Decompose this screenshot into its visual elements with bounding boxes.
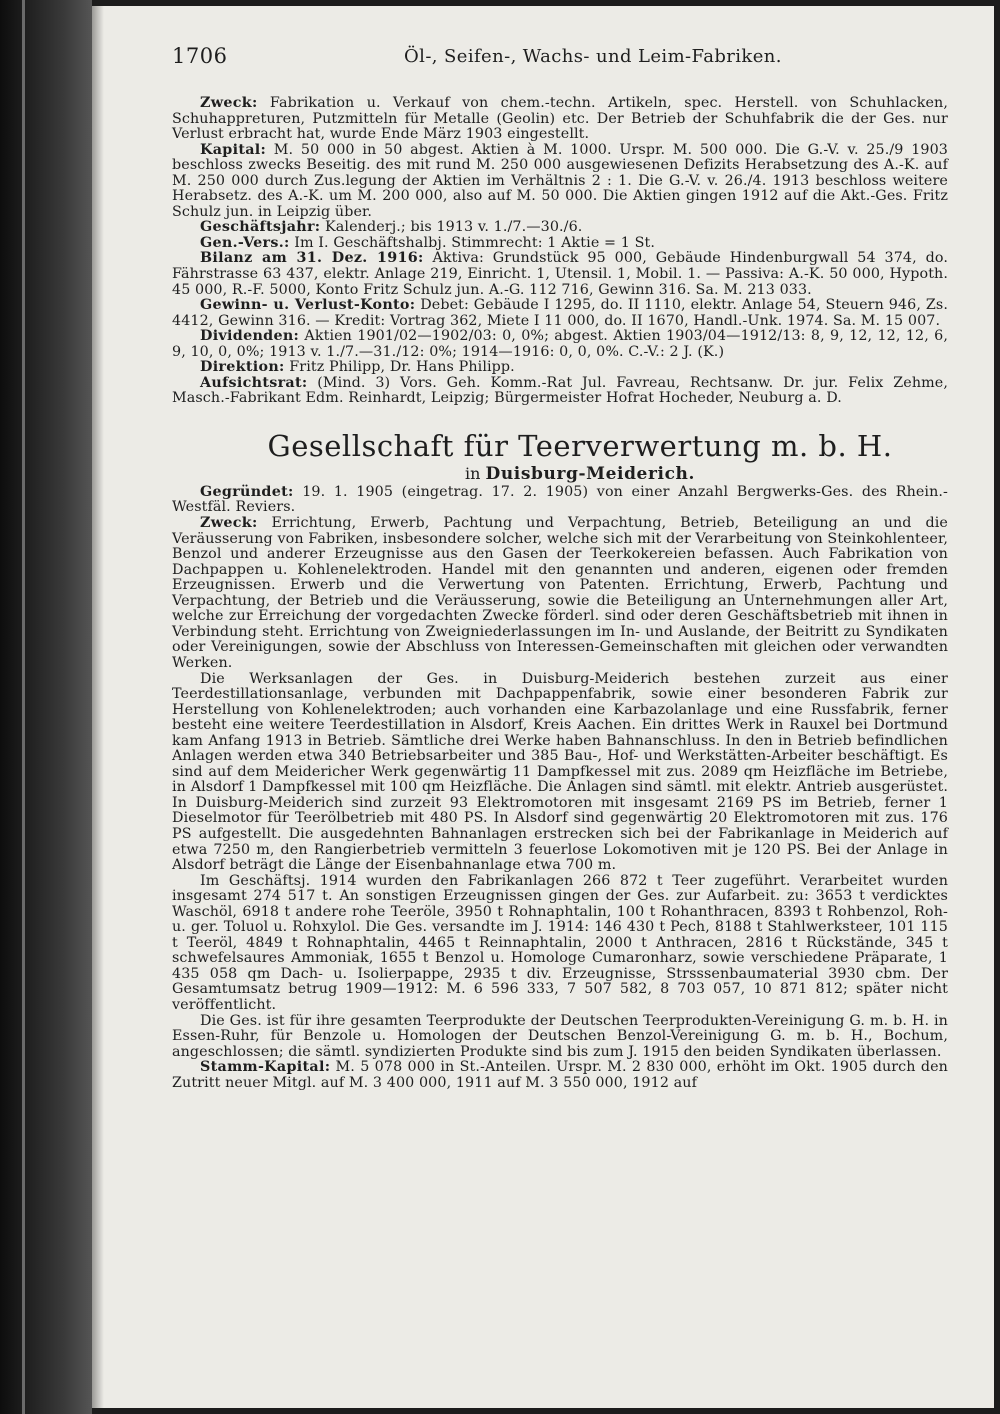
binding-edge-line bbox=[22, 0, 25, 1414]
paragraph bbox=[172, 485, 948, 516]
company-entry-teerverwertung bbox=[172, 485, 948, 1091]
company-location bbox=[172, 464, 948, 484]
location-prefix: in bbox=[464, 463, 486, 483]
company-title: Gesellschaft für Teerverwertung m. b. H. bbox=[267, 428, 893, 463]
paragraph-label: Direktion: bbox=[200, 359, 285, 376]
paragraph-text: Kalenderj.; bis 1913 v. 1./7.—30./6. bbox=[320, 219, 583, 236]
paragraph-text: M. 50 000 in 50 abgest. Aktien à M. 1000. Urspr. M. 500 000. Die G.-V. v. 25./9 1903 beschloss zwecks Beseitig. des mit rund M. 250 000 ausgewiesenen Defizits Herabsetzung des A.-K. auf M. 250 000 durch Zus.legung der Aktien im Verhältnis 2 : 1. Die G.-V. v. 26./4. 1913 beschloss weitere Herabsetz. des A.-K. um M. 200 000, also auf M. 50 000. Die Aktien gingen 1912 auf die Akt.-Ges. Fritz Schulz jun. in Leipzig über. bbox=[172, 141, 948, 220]
paragraph-text: Die Werksanlagen der Ges. in Duisburg-Meiderich bestehen zurzeit aus einer Teerdestillationsanlage, verbunden mit Dachpappenfabrik, sowie einer besonderen Fabrik zur Herstellung von Kohlenelektroden; auch vorhanden eine Karbazolanlage und eine Russfabrik, ferner besteht eine weitere Teerdestillation in Alsdorf, Kreis Aachen. Ein drittes Werk in Rauxel bei Dortmund kam Anfang 1913 in Betrieb. Sämtliche drei Werke haben Bahnanschluss. In den in Betrieb befindlichen Anlagen werden etwa 340 Betriebsarbeiter und 385 Bau-, Hof- und Werkstätten-Arbeiter beschäftigt. Es sind auf dem Meidericher Werk gegenwärtig 11 Dampfkessel mit zus. 2089 qm Heizfläche im Betriebe, in Alsdorf 1 Dampfkessel mit 100 qm Heizfläche. Die Anlagen sind sämtl. mit elektr. Antrieb ausgerüstet. In Duisburg-Meiderich sind zurzeit 93 Elektromotoren mit insgesamt 2169 PS im Betrieb, ferner 1 Dieselmotor für Teerölbetrieb mit 480 PS. In Alsdorf sind gegenwärtig 20 Elektromotoren mit zus. 176 PS aufgestellt. Die ausgedehnten Bahnanlagen erstrecken sich bei der Fabrikanlage in Meiderich auf etwa 7250 m, den Rangierbetrieb vermitteln 3 feuerlose Lokomotiven mit je 120 PS. Bei der Anlage in Alsdorf beträgt die Länge der Eisenbahnanlage etwa 700 m. bbox=[172, 670, 948, 874]
paragraph bbox=[172, 143, 948, 221]
paragraph bbox=[172, 516, 948, 671]
paragraph bbox=[172, 376, 948, 407]
paragraph-label: Stamm-Kapital: bbox=[200, 1059, 331, 1076]
paragraph-text: Im Geschäftsj. 1914 wurden den Fabrikanlagen 266 872 t Teer zugeführt. Verarbeitet wurden insgesamt 274 517 t. An sonstigen Erzeugnissen gingen der Ges. zur Aufarbeit. zu: 3653 t verdicktes Waschöl, 6918 t andere rohe Teeröle, 3950 t Rohnaphtalin, 100 t Rohanthracen, 8393 t Rohbenzol, Roh- u. ger. Toluol u. Rohxylol. Die Ges. versandte im J. 1914: 146 430 t Pech, 8188 t Stahlwerksteer, 101 115 t Teeröl, 4849 t Rohnaphtalin, 4465 t Reinnaphtalin, 2000 t Anthracen, 2816 t Rückstände, 345 t schwefelsaures Ammoniak, 1655 t Benzol u. Homologe Cumaronharz, sowie verschiedene Präparate, 1 435 058 qm Dach- u. Isolierpappe, 2935 t div. Erzeugnisse, Strsssenbaumaterial 3930 cbm. Der Gesamtumsatz betrug 1909—1912: M. 6 596 333, 7 507 582, 8 703 057, 10 871 812; später nicht veröffentlicht. bbox=[172, 872, 948, 1013]
paragraph-label: Dividenden: bbox=[200, 328, 300, 345]
paragraph bbox=[172, 360, 948, 376]
paragraph-label: Kapital: bbox=[200, 141, 267, 158]
paragraph-text: (Mind. 3) Vors. Geh. Komm.-Rat Jul. Favreau, Rechtsanw. Dr. jur. Felix Zehme, Masch.-Fabrikant Edm. Reinhardt, Leipzig; Bürgermeister Hofrat Hocheder, Neuburg a. D. bbox=[172, 374, 948, 407]
paragraph-label: Zweck: bbox=[200, 95, 258, 111]
paragraph-label: Gen.-Vers.: bbox=[200, 234, 290, 251]
paragraph bbox=[172, 251, 948, 298]
paragraph bbox=[172, 1014, 948, 1061]
paragraph-label: Zweck: bbox=[200, 515, 258, 532]
paragraph bbox=[172, 672, 948, 874]
paragraph bbox=[172, 298, 948, 329]
paragraph-label: Gegründet: bbox=[200, 483, 294, 500]
paragraph bbox=[172, 96, 948, 143]
page-sheet bbox=[92, 6, 994, 1408]
page-content bbox=[172, 96, 948, 1091]
page-number: 1706 bbox=[172, 44, 228, 68]
book-binding bbox=[0, 0, 92, 1414]
running-title: Öl-, Seifen-, Wachs- und Leim-Fabriken. bbox=[404, 46, 782, 67]
paragraph-text: M. 5 078 000 in St.-Anteilen. Urspr. M. 2 830 000, erhöht im Okt. 1905 durch den Zutritt neuer Mitgl. auf M. 3 400 000, 1911 auf M. 3 550 000, 1912 auf bbox=[172, 1059, 948, 1091]
company-entry-previous bbox=[172, 96, 948, 407]
paragraph-label: Geschäftsjahr: bbox=[200, 219, 321, 236]
paragraph-text: Debet: Gebäude I 1295, do. II 1110, elektr. Anlage 54, Steuern 946, Zs. 4412, Gewinn 316. — Kredit: Vortrag 362, Miete I 11 000, do. II 1670, Handl.-Unk. 1974. Sa. M. 15 007. bbox=[172, 297, 948, 329]
paragraph-label: Bilanz am 31. Dez. 1916: bbox=[200, 250, 424, 267]
paragraph-text: Die Ges. ist für ihre gesamten Teerprodukte der Deutschen Teerprodukten-Vereinigung G. m. b. H. in Essen-Ruhr, für Benzole u. Homologen der Deutschen Benzol-Vereinigung G. m. b. H., Bochum, angeschlossen; die sämtl. syndizierten Produkte sind bis zum J. 1915 den beiden Syndikaten überlassen. bbox=[172, 1012, 948, 1060]
location-city: Duisburg-Meiderich. bbox=[485, 463, 696, 484]
paragraph-text: Fabrikation u. Verkauf von chem.-techn. Artikeln, spec. Herstell. von Schuhlacken, Schuhappreturen, Putzmitteln für Metalle (Geolin) etc. Der Betrieb der Schuhfabrik die der Ges. nur Verlust erbracht hat, wurde Ende März 1903 eingestellt. bbox=[172, 95, 948, 143]
paragraph-text: 19. 1. 1905 (eingetrag. 17. 2. 1905) von einer Anzahl Bergwerks-Ges. des Rhein.-Westfäl. Reviers. bbox=[172, 483, 948, 516]
paragraph bbox=[172, 1060, 948, 1091]
paragraph-label: Aufsichtsrat: bbox=[200, 374, 308, 391]
paragraph bbox=[172, 220, 948, 236]
paragraph-text: Im I. Geschäftshalbj. Stimmrecht: 1 Aktie = 1 St. bbox=[289, 234, 655, 251]
paragraph bbox=[172, 329, 948, 360]
paragraph-text: Aktiva: Grundstück 95 000, Gebäude Hindenburgwall 54 374, do. Fährstrasse 63 437, elektr. Anlage 219, Einricht. 1, Utensil. 1, Mobil. 1. — Passiva: A.-K. 50 000, Hypoth. 45 000, R.-F. 5000, Konto Fritz Schulz jun. A.-G. 112 716, Gewinn 316. Sa. M. 213 033. bbox=[172, 250, 948, 298]
paragraph-text: Aktien 1901/02—1902/03: 0, 0%; abgest. Aktien 1903/04—1912/13: 8, 9, 12, 12, 12, 6, 9, 10, 0, 0%; 1913 v. 1./7.—31./12: 0%; 1914—1916: 0, 0, 0%. C.-V.: 2 J. (K.) bbox=[172, 328, 948, 360]
paragraph-label: Gewinn- u. Verlust-Konto: bbox=[200, 297, 416, 314]
paragraph-text: Errichtung, Erwerb, Pachtung und Verpachtung, Betrieb, Beteiligung an und die Veräusserung von Fabriken, insbesondere solcher, welche sich mit der Verarbeitung von Steinkohlenteer, Benzol und anderer Erzeugnisse aus den Gasen der Teerkokereien befassen. Auch Fabrikation von Dachpappen u. Kohlenelektroden. Handel mit den genannten und anderen, eigenen oder fremden Erzeugnissen. Erwerb und die Verwertung von Patenten. Errichtung, Erwerb, Pachtung und Verpachtung, der Betrieb und die Veräusserung, sowie die Beteiligung an Unternehmungen aller Art, welche zur Erreichung der vorgedachten Zwecke förderl. sind oder deren Geschäftsbetrieb mit ihnen in Verbindung steht. Errichtung von Zweigniederlassungen im In- und Auslande, der Beitritt zu Syndikaten oder Vereinigungen, sowie der Abschluss von Interessen-Gemeinschaften mit gleichen oder verwandten Werken. bbox=[172, 515, 948, 671]
paragraph bbox=[172, 874, 948, 1014]
paragraph bbox=[172, 236, 948, 252]
page-gutter-shadow bbox=[92, 6, 104, 1408]
paragraph-text: Fritz Philipp, Dr. Hans Philipp. bbox=[284, 359, 515, 376]
entry-separator bbox=[172, 407, 948, 429]
page-header bbox=[172, 44, 972, 74]
